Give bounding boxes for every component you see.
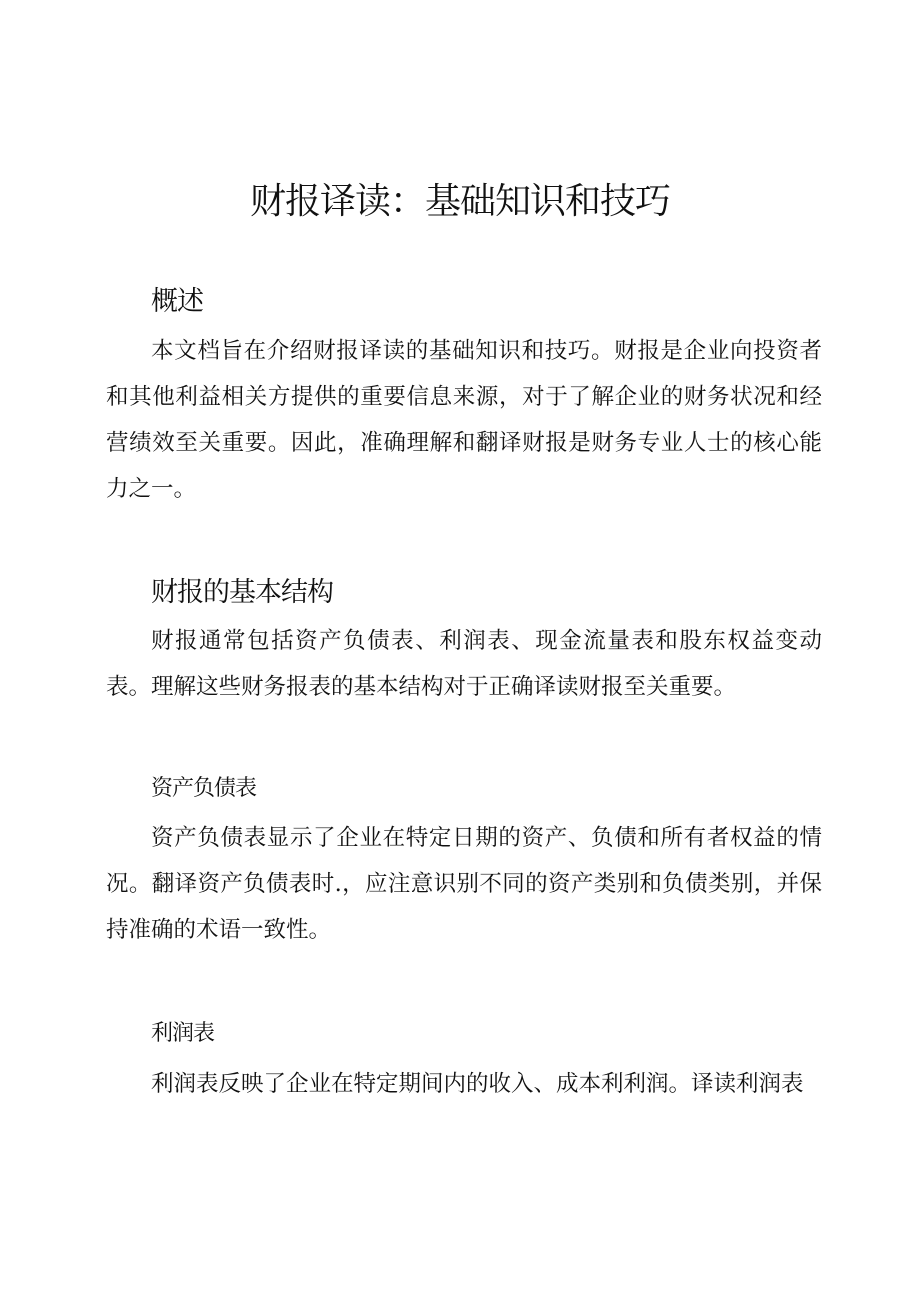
section-paragraph-overview: 本文档旨在介绍财报译读的基础知识和技巧。财报是企业向投资者和其他利益相关方提供的重要信息来源，对于了解企业的财务状况和经营绩效至关重要。因此，准确理解和翻译财报是财务专业人士的核心能力之一。 xyxy=(106,338,822,502)
document-title: 财报译读：基础知识和技巧 xyxy=(249,181,670,222)
section-heading-income-statement: 利润表 xyxy=(151,1021,215,1046)
section-heading-structure: 财报的基本结构 xyxy=(151,577,333,608)
section-heading-overview: 概述 xyxy=(151,286,203,317)
section-paragraph-structure: 财报通常包括资产负债表、利润表、现金流量表和股东权益变动表。理解这些财务报表的基本结构对于正确译读财报至关重要。 xyxy=(106,628,822,700)
section-paragraph-income-statement: 利润表反映了企业在特定期间内的收入、成本利利润。译读利润表 xyxy=(151,1071,804,1097)
section-paragraph-balance-sheet: 资产负债表显示了企业在特定日期的资产、负债和所有者权益的情况。翻译资产负债表时.，应注意识别不同的资产类别和负债类别，并保持准确的术语一致性。 xyxy=(106,825,822,943)
section-heading-balance-sheet: 资产负债表 xyxy=(151,776,257,801)
